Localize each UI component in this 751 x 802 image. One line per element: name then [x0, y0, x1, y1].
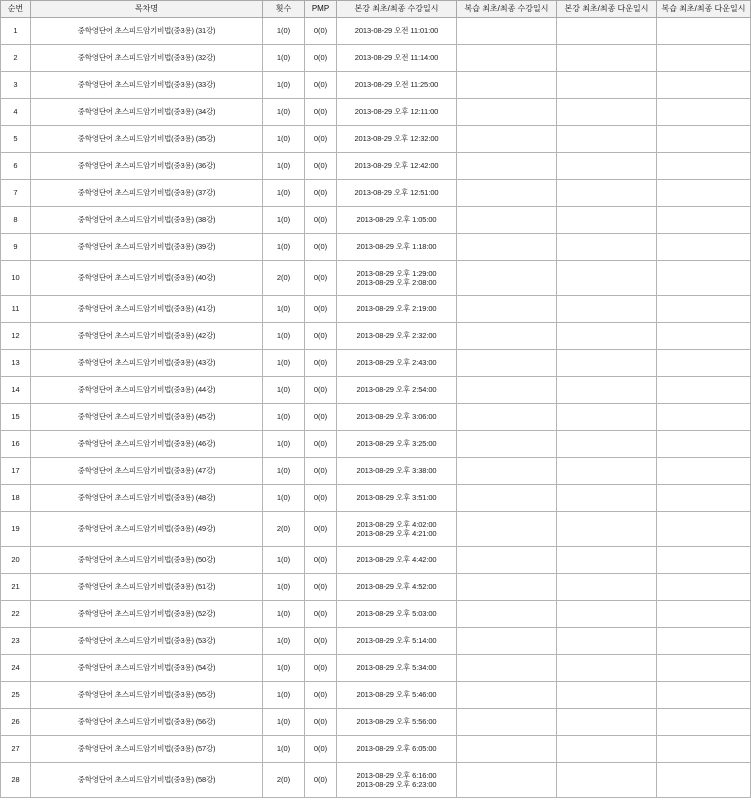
datetime-line: 2013-08-29 오후 2:32:00: [356, 331, 437, 341]
cell-main-watch-datetime: [337, 350, 457, 377]
cell-review-watch-datetime: [457, 296, 557, 323]
cell-main-download-datetime: [557, 45, 657, 72]
cell-count: 1(0): [263, 99, 305, 126]
cell-review-download-datetime: [657, 350, 751, 377]
cell-review-watch-datetime: [457, 709, 557, 736]
cell-no: 1: [1, 18, 31, 45]
table-row[interactable]: [1, 350, 751, 377]
cell-pmp: 0(0): [305, 547, 337, 574]
cell-review-watch-datetime: [457, 431, 557, 458]
cell-main-download-datetime: [557, 709, 657, 736]
cell-pmp: 0(0): [305, 180, 337, 207]
cell-main-download-datetime: [557, 763, 657, 798]
cell-no: 21: [1, 574, 31, 601]
cell-no: 12: [1, 323, 31, 350]
datetime-line: 2013-08-29 오후 4:21:00: [356, 529, 437, 538]
datetime-line: 2013-08-29 오후 2:54:00: [356, 385, 437, 395]
cell-no: 22: [1, 601, 31, 628]
cell-main-watch-datetime: [337, 207, 457, 234]
cell-main-watch-datetime: [337, 99, 457, 126]
table-row[interactable]: [1, 574, 751, 601]
cell-count: 1(0): [263, 682, 305, 709]
table-row[interactable]: [1, 18, 751, 45]
cell-title: 중학영단어 초스피드암기비법(중3용) (43강): [31, 350, 263, 377]
cell-review-download-datetime: [657, 404, 751, 431]
cell-review-watch-datetime: [457, 45, 557, 72]
cell-pmp: 0(0): [305, 682, 337, 709]
table-row[interactable]: [1, 126, 751, 153]
cell-main-download-datetime: [557, 601, 657, 628]
cell-review-download-datetime: [657, 431, 751, 458]
cell-count: 1(0): [263, 574, 305, 601]
cell-title: 중학영단어 초스피드암기비법(중3용) (34강): [31, 99, 263, 126]
cell-title: 중학영단어 초스피드암기비법(중3용) (50강): [31, 547, 263, 574]
cell-main-watch-datetime: [337, 296, 457, 323]
cell-pmp: 0(0): [305, 99, 337, 126]
cell-no: 2: [1, 45, 31, 72]
column-header-main-watch-datetime[interactable]: 본강 최초/최종 수강일시: [337, 1, 457, 18]
cell-review-download-datetime: [657, 709, 751, 736]
cell-main-watch-datetime: [337, 655, 457, 682]
cell-review-watch-datetime: [457, 736, 557, 763]
table-row[interactable]: [1, 153, 751, 180]
cell-count: 1(0): [263, 458, 305, 485]
cell-title: 중학영단어 초스피드암기비법(중3용) (45강): [31, 404, 263, 431]
cell-review-watch-datetime: [457, 323, 557, 350]
cell-title: 중학영단어 초스피드암기비법(중3용) (39강): [31, 234, 263, 261]
cell-pmp: 0(0): [305, 736, 337, 763]
cell-title: 중학영단어 초스피드암기비법(중3용) (35강): [31, 126, 263, 153]
cell-title: 중학영단어 초스피드암기비법(중3용) (57강): [31, 736, 263, 763]
cell-review-download-datetime: [657, 323, 751, 350]
datetime-line: 2013-08-29 오후 1:05:00: [356, 215, 437, 225]
datetime-line: 2013-08-29 오후 12:11:00: [354, 107, 439, 117]
cell-pmp: 0(0): [305, 18, 337, 45]
table-row[interactable]: [1, 323, 751, 350]
cell-count: 1(0): [263, 234, 305, 261]
cell-count: 1(0): [263, 350, 305, 377]
cell-title: 중학영단어 초스피드암기비법(중3용) (52강): [31, 601, 263, 628]
cell-review-download-datetime: [657, 207, 751, 234]
table-row[interactable]: [1, 655, 751, 682]
cell-title: 중학영단어 초스피드암기비법(중3용) (44강): [31, 377, 263, 404]
cell-review-watch-datetime: [457, 72, 557, 99]
cell-review-watch-datetime: [457, 601, 557, 628]
table-row[interactable]: [1, 485, 751, 512]
cell-title: 중학영단어 초스피드암기비법(중3용) (32강): [31, 45, 263, 72]
column-header-title[interactable]: 목차명: [31, 1, 263, 18]
cell-pmp: 0(0): [305, 234, 337, 261]
cell-review-watch-datetime: [457, 261, 557, 296]
cell-no: 16: [1, 431, 31, 458]
cell-no: 6: [1, 153, 31, 180]
cell-main-download-datetime: [557, 323, 657, 350]
table-row[interactable]: [1, 458, 751, 485]
cell-main-watch-datetime: [337, 763, 457, 798]
cell-main-download-datetime: [557, 126, 657, 153]
cell-count: 1(0): [263, 323, 305, 350]
datetime-line: 2013-08-29 오후 4:02:00: [356, 519, 437, 529]
cell-title: 중학영단어 초스피드암기비법(중3용) (51강): [31, 574, 263, 601]
table-row[interactable]: [1, 512, 751, 547]
cell-count: 1(0): [263, 601, 305, 628]
cell-no: 25: [1, 682, 31, 709]
cell-count: 1(0): [263, 45, 305, 72]
column-header-pmp[interactable]: PMP: [305, 1, 337, 18]
table-row[interactable]: [1, 207, 751, 234]
cell-main-download-datetime: [557, 736, 657, 763]
datetime-line: 2013-08-29 오후 12:42:00: [354, 161, 439, 171]
cell-no: 7: [1, 180, 31, 207]
cell-review-download-datetime: [657, 18, 751, 45]
cell-main-download-datetime: [557, 431, 657, 458]
cell-main-watch-datetime: [337, 180, 457, 207]
cell-count: 1(0): [263, 709, 305, 736]
cell-no: 15: [1, 404, 31, 431]
cell-review-download-datetime: [657, 377, 751, 404]
cell-main-download-datetime: [557, 512, 657, 547]
cell-main-watch-datetime: [337, 153, 457, 180]
datetime-line: 2013-08-29 오후 3:38:00: [356, 466, 437, 476]
cell-review-download-datetime: [657, 296, 751, 323]
cell-count: 1(0): [263, 628, 305, 655]
cell-no: 13: [1, 350, 31, 377]
table-row[interactable]: [1, 431, 751, 458]
datetime-line: 2013-08-29 오후 2:19:00: [356, 304, 437, 314]
cell-main-watch-datetime: [337, 18, 457, 45]
datetime-line: 2013-08-29 오후 5:14:00: [356, 636, 437, 646]
table-row[interactable]: [1, 45, 751, 72]
datetime-line: 2013-08-29 오후 2:43:00: [356, 358, 437, 368]
cell-count: 1(0): [263, 153, 305, 180]
datetime-line: 2013-08-29 오후 2:08:00: [356, 278, 437, 287]
cell-main-download-datetime: [557, 207, 657, 234]
cell-count: 1(0): [263, 18, 305, 45]
cell-pmp: 0(0): [305, 485, 337, 512]
table-row[interactable]: [1, 709, 751, 736]
column-header-review-watch-datetime[interactable]: 복습 최초/최종 수강일시: [457, 1, 557, 18]
cell-count: 1(0): [263, 736, 305, 763]
cell-review-watch-datetime: [457, 682, 557, 709]
cell-review-download-datetime: [657, 512, 751, 547]
cell-review-download-datetime: [657, 458, 751, 485]
datetime-line: 2013-08-29 오후 12:32:00: [354, 134, 439, 144]
cell-title: 중학영단어 초스피드암기비법(중3용) (37강): [31, 180, 263, 207]
cell-pmp: 0(0): [305, 126, 337, 153]
cell-pmp: 0(0): [305, 153, 337, 180]
cell-main-watch-datetime: [337, 126, 457, 153]
cell-pmp: 0(0): [305, 512, 337, 547]
cell-review-download-datetime: [657, 601, 751, 628]
cell-main-watch-datetime: [337, 261, 457, 296]
cell-title: 중학영단어 초스피드암기비법(중3용) (36강): [31, 153, 263, 180]
datetime-line: 2013-08-29 오후 3:06:00: [356, 412, 437, 422]
cell-no: 10: [1, 261, 31, 296]
cell-review-watch-datetime: [457, 207, 557, 234]
cell-pmp: 0(0): [305, 261, 337, 296]
cell-no: 5: [1, 126, 31, 153]
cell-main-download-datetime: [557, 682, 657, 709]
cell-review-download-datetime: [657, 45, 751, 72]
cell-count: 2(0): [263, 763, 305, 798]
datetime-line: 2013-08-29 오후 1:18:00: [356, 242, 437, 252]
cell-review-watch-datetime: [457, 180, 557, 207]
cell-review-download-datetime: [657, 72, 751, 99]
table-body: [1, 18, 751, 798]
cell-pmp: 0(0): [305, 628, 337, 655]
datetime-line: 2013-08-29 오후 5:46:00: [356, 690, 437, 700]
cell-count: 2(0): [263, 512, 305, 547]
cell-main-download-datetime: [557, 574, 657, 601]
table-row[interactable]: [1, 99, 751, 126]
cell-no: 19: [1, 512, 31, 547]
column-header-no[interactable]: 순번: [1, 1, 31, 18]
cell-title: 중학영단어 초스피드암기비법(중3용) (38강): [31, 207, 263, 234]
table-row[interactable]: [1, 180, 751, 207]
cell-count: 1(0): [263, 655, 305, 682]
cell-main-watch-datetime: [337, 234, 457, 261]
cell-main-watch-datetime: [337, 458, 457, 485]
cell-main-download-datetime: [557, 261, 657, 296]
cell-review-watch-datetime: [457, 628, 557, 655]
cell-main-download-datetime: [557, 547, 657, 574]
cell-no: 26: [1, 709, 31, 736]
cell-review-watch-datetime: [457, 547, 557, 574]
cell-title: 중학영단어 초스피드암기비법(중3용) (48강): [31, 485, 263, 512]
cell-review-watch-datetime: [457, 153, 557, 180]
datetime-line: 2013-08-29 오후 1:29:00: [356, 268, 437, 278]
cell-pmp: 0(0): [305, 431, 337, 458]
datetime-line: 2013-08-29 오후 6:05:00: [356, 744, 437, 754]
cell-count: 1(0): [263, 72, 305, 99]
cell-main-watch-datetime: [337, 323, 457, 350]
cell-main-watch-datetime: [337, 574, 457, 601]
cell-title: 중학영단어 초스피드암기비법(중3용) (49강): [31, 512, 263, 547]
cell-main-watch-datetime: [337, 601, 457, 628]
cell-review-watch-datetime: [457, 126, 557, 153]
datetime-line: 2013-08-29 오전 11:14:00: [354, 53, 439, 63]
cell-pmp: 0(0): [305, 72, 337, 99]
cell-no: 17: [1, 458, 31, 485]
cell-pmp: 0(0): [305, 709, 337, 736]
cell-review-download-datetime: [657, 180, 751, 207]
cell-no: 18: [1, 485, 31, 512]
cell-review-watch-datetime: [457, 404, 557, 431]
cell-review-watch-datetime: [457, 512, 557, 547]
datetime-line: 2013-08-29 오후 5:03:00: [356, 609, 437, 619]
cell-main-download-datetime: [557, 485, 657, 512]
datetime-line: 2013-08-29 오후 3:25:00: [356, 439, 437, 449]
cell-pmp: 0(0): [305, 350, 337, 377]
cell-review-download-datetime: [657, 547, 751, 574]
datetime-line: 2013-08-29 오후 12:51:00: [354, 188, 439, 198]
cell-main-download-datetime: [557, 153, 657, 180]
table-row[interactable]: [1, 601, 751, 628]
cell-pmp: 0(0): [305, 377, 337, 404]
datetime-line: 2013-08-29 오후 6:23:00: [356, 780, 437, 789]
cell-main-watch-datetime: [337, 45, 457, 72]
table-row[interactable]: [1, 404, 751, 431]
datetime-line: 2013-08-29 오전 11:01:00: [354, 26, 439, 36]
cell-count: 1(0): [263, 485, 305, 512]
cell-main-download-datetime: [557, 180, 657, 207]
cell-count: 1(0): [263, 377, 305, 404]
cell-review-download-datetime: [657, 628, 751, 655]
table-row[interactable]: [1, 736, 751, 763]
datetime-line: 2013-08-29 오후 5:34:00: [356, 663, 437, 673]
cell-pmp: 0(0): [305, 404, 337, 431]
column-header-count[interactable]: 횟수: [263, 1, 305, 18]
cell-pmp: 0(0): [305, 323, 337, 350]
cell-review-watch-datetime: [457, 99, 557, 126]
cell-main-download-datetime: [557, 377, 657, 404]
cell-main-watch-datetime: [337, 736, 457, 763]
cell-pmp: 0(0): [305, 207, 337, 234]
cell-main-watch-datetime: [337, 72, 457, 99]
cell-count: 1(0): [263, 207, 305, 234]
cell-count: 2(0): [263, 261, 305, 296]
cell-main-download-datetime: [557, 296, 657, 323]
cell-title: 중학영단어 초스피드암기비법(중3용) (33강): [31, 72, 263, 99]
cell-main-download-datetime: [557, 72, 657, 99]
cell-no: 14: [1, 377, 31, 404]
cell-review-watch-datetime: [457, 377, 557, 404]
cell-main-watch-datetime: [337, 485, 457, 512]
cell-no: 4: [1, 99, 31, 126]
cell-main-download-datetime: [557, 18, 657, 45]
cell-review-download-datetime: [657, 655, 751, 682]
table-row[interactable]: [1, 763, 751, 798]
cell-title: 중학영단어 초스피드암기비법(중3용) (58강): [31, 763, 263, 798]
table-row[interactable]: [1, 261, 751, 296]
cell-main-download-datetime: [557, 628, 657, 655]
table-row[interactable]: [1, 547, 751, 574]
cell-count: 1(0): [263, 180, 305, 207]
cell-review-download-datetime: [657, 99, 751, 126]
cell-main-watch-datetime: [337, 682, 457, 709]
cell-main-download-datetime: [557, 404, 657, 431]
cell-title: 중학영단어 초스피드암기비법(중3용) (46강): [31, 431, 263, 458]
cell-pmp: 0(0): [305, 574, 337, 601]
cell-pmp: 0(0): [305, 45, 337, 72]
cell-review-download-datetime: [657, 736, 751, 763]
cell-main-watch-datetime: [337, 431, 457, 458]
cell-count: 1(0): [263, 296, 305, 323]
cell-title: 중학영단어 초스피드암기비법(중3용) (31강): [31, 18, 263, 45]
cell-main-watch-datetime: [337, 628, 457, 655]
cell-no: 11: [1, 296, 31, 323]
cell-review-download-datetime: [657, 126, 751, 153]
cell-count: 1(0): [263, 126, 305, 153]
cell-main-watch-datetime: [337, 377, 457, 404]
datetime-line: 2013-08-29 오후 4:52:00: [356, 582, 437, 592]
cell-no: 28: [1, 763, 31, 798]
cell-main-watch-datetime: [337, 404, 457, 431]
column-header-review-download-datetime[interactable]: 복습 최초/최종 다운일시: [657, 1, 751, 18]
table-row[interactable]: [1, 72, 751, 99]
cell-title: 중학영단어 초스피드암기비법(중3용) (41강): [31, 296, 263, 323]
cell-review-watch-datetime: [457, 18, 557, 45]
cell-title: 중학영단어 초스피드암기비법(중3용) (47강): [31, 458, 263, 485]
cell-review-download-datetime: [657, 153, 751, 180]
cell-no: 20: [1, 547, 31, 574]
cell-pmp: 0(0): [305, 655, 337, 682]
cell-main-watch-datetime: [337, 709, 457, 736]
cell-review-watch-datetime: [457, 234, 557, 261]
cell-main-download-datetime: [557, 99, 657, 126]
cell-review-download-datetime: [657, 485, 751, 512]
cell-main-download-datetime: [557, 655, 657, 682]
cell-review-watch-datetime: [457, 458, 557, 485]
cell-no: 9: [1, 234, 31, 261]
cell-title: 중학영단어 초스피드암기비법(중3용) (55강): [31, 682, 263, 709]
cell-main-download-datetime: [557, 234, 657, 261]
table-header-row: [1, 1, 751, 18]
cell-title: 중학영단어 초스피드암기비법(중3용) (40강): [31, 261, 263, 296]
cell-review-watch-datetime: [457, 655, 557, 682]
datetime-line: 2013-08-29 오후 5:56:00: [356, 717, 437, 727]
table-row[interactable]: [1, 628, 751, 655]
cell-review-download-datetime: [657, 682, 751, 709]
table-row[interactable]: [1, 234, 751, 261]
cell-pmp: 0(0): [305, 601, 337, 628]
cell-pmp: 0(0): [305, 763, 337, 798]
cell-title: 중학영단어 초스피드암기비법(중3용) (56강): [31, 709, 263, 736]
table-row[interactable]: [1, 377, 751, 404]
cell-main-watch-datetime: [337, 512, 457, 547]
cell-review-download-datetime: [657, 574, 751, 601]
cell-review-download-datetime: [657, 234, 751, 261]
cell-title: 중학영단어 초스피드암기비법(중3용) (54강): [31, 655, 263, 682]
cell-review-watch-datetime: [457, 763, 557, 798]
datetime-line: 2013-08-29 오후 3:51:00: [356, 493, 437, 503]
datetime-line: 2013-08-29 오후 4:42:00: [356, 555, 437, 565]
cell-count: 1(0): [263, 431, 305, 458]
column-header-main-download-datetime[interactable]: 본강 최초/최종 다운일시: [557, 1, 657, 18]
table-row[interactable]: [1, 296, 751, 323]
cell-count: 1(0): [263, 547, 305, 574]
cell-title: 중학영단어 초스피드암기비법(중3용) (42강): [31, 323, 263, 350]
cell-main-watch-datetime: [337, 547, 457, 574]
cell-no: 8: [1, 207, 31, 234]
cell-main-download-datetime: [557, 350, 657, 377]
cell-pmp: 0(0): [305, 296, 337, 323]
cell-title: 중학영단어 초스피드암기비법(중3용) (53강): [31, 628, 263, 655]
cell-count: 1(0): [263, 404, 305, 431]
cell-no: 27: [1, 736, 31, 763]
cell-no: 23: [1, 628, 31, 655]
datetime-line: 2013-08-29 오전 11:25:00: [354, 80, 439, 90]
cell-review-watch-datetime: [457, 574, 557, 601]
table-row[interactable]: [1, 682, 751, 709]
cell-review-watch-datetime: [457, 485, 557, 512]
cell-pmp: 0(0): [305, 458, 337, 485]
cell-no: 24: [1, 655, 31, 682]
cell-review-download-datetime: [657, 763, 751, 798]
cell-main-download-datetime: [557, 458, 657, 485]
cell-no: 3: [1, 72, 31, 99]
cell-review-download-datetime: [657, 261, 751, 296]
datetime-line: 2013-08-29 오후 6:16:00: [356, 770, 437, 780]
cell-review-watch-datetime: [457, 350, 557, 377]
